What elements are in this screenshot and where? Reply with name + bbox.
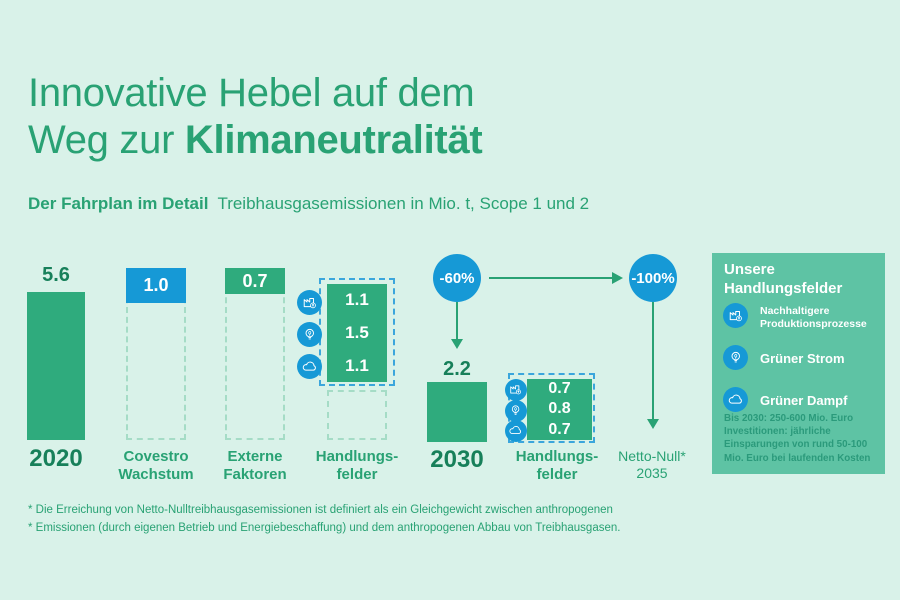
cloud-icon [297,354,322,379]
footnote-line2: * Emissionen (durch eigenen Betrieb und Energiebeschaffung) und dem anthropogenen Abbau von Treibhausgasen. [28,522,621,534]
fields-2035-stack: 0.7 0.8 0.7 [527,379,592,440]
factory-icon [723,303,748,328]
subtitle-regular: Treibhausgasemissionen in Mio. t, Scope 1 und 2 [217,194,590,213]
lightbulb-icon [505,400,527,422]
subtitle [28,194,589,214]
footnote [28,501,620,537]
legend-note: Bis 2030: 250-600 Mio. Euro Investitionen: jährliche Einsparungen von rund 50-100 Mio. Euro bei laufenden Kosten [724,413,871,464]
bar-2030-value: 2.2 [443,358,471,380]
legend-item-dampf: Grüner Dampf [760,393,848,408]
arrow-right-icon [612,272,623,284]
growth-bar-value: 1.0 [126,268,186,303]
arrow-down-60-line [456,302,458,339]
bar-2020-value: 5.6 [42,264,70,286]
fields-2030-column-label: Handlungs- felder [315,448,399,483]
external-column-label: Externe Faktoren [223,448,287,483]
fields-2035-column-label: Handlungs- felder [515,448,599,483]
reduction-60-badge: -60% [433,254,481,302]
factory-icon [297,290,322,315]
lightbulb-icon [297,322,322,347]
legend-title: Unsere Handlungsfelder [724,261,843,297]
footnote-line1: * Die Erreichung von Netto-Nulltreibhausgasemissionen ist definiert als ein Gleichgewicht zwischen anthropogenen [28,504,613,516]
net-zero-label: Netto-Null* 2035 [618,448,686,481]
subtitle-bold: Der Fahrplan im Detail [28,194,209,213]
fields-2030-stack: 1.1 1.5 1.1 [327,284,387,382]
arrow-down-60-icon [451,339,463,349]
arrow-down-100-line [652,302,654,419]
cloud-icon [723,387,748,412]
bar-2020-year-label: 2020 [29,445,83,472]
bar-2020 [27,292,85,440]
bar-2030-year-label: 2030 [430,446,484,473]
main-title-keyword: Klimaneutralität [184,118,483,162]
main-title [28,70,482,164]
reduction-100-badge: -100% [629,254,677,302]
legend-item-strom: Grüner Strom [760,351,845,366]
cloud-icon [505,420,527,442]
factory-icon [505,379,527,401]
main-title-line2: Weg zur [28,118,185,162]
legend-item-production: Nachhaltigere Produktionsprozesse [760,305,867,330]
growth-column-label: Covestro Wachstum [118,448,194,483]
external-bar-value: 0.7 [225,268,285,294]
arrow-down-100-icon [647,419,659,429]
lightbulb-icon [723,345,748,370]
bar-2030 [427,382,487,442]
arrow-right-line [489,277,612,279]
fields-2030-dashed-remainder [327,390,387,440]
main-title-line1: Innovative Hebel auf dem [28,71,475,115]
